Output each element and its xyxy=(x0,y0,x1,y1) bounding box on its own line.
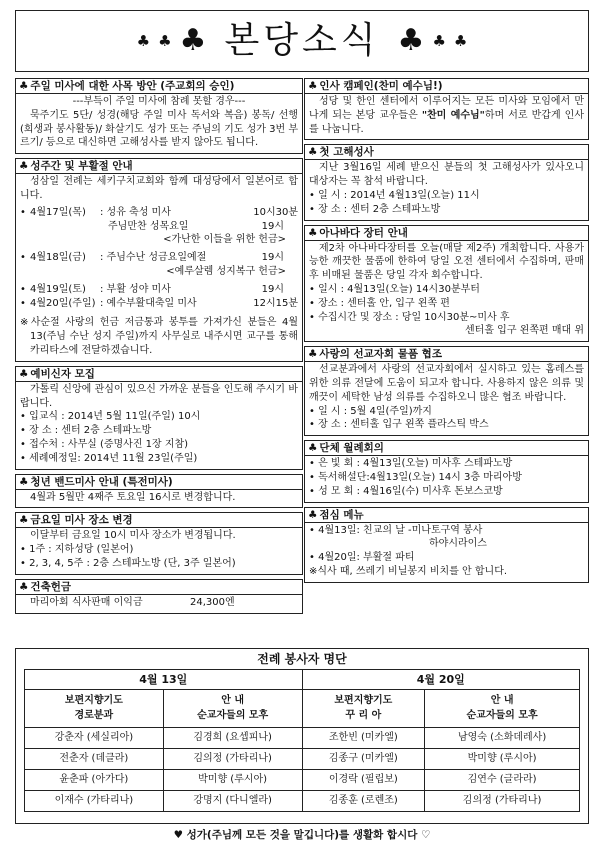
club-icon: ♣ xyxy=(432,31,446,50)
list-item: • 성 모 회 : 4월16일(수) 미사후 돈보스코방 xyxy=(309,485,503,497)
section-title: 금요일 미사 장소 변경 xyxy=(30,514,133,527)
table-cell: 강춘자 (세실리아) xyxy=(25,728,164,749)
club-icon: ♣ xyxy=(19,160,29,173)
section-title: 인사 캠페인(찬미 예수님!) xyxy=(319,80,443,92)
list-item: • 세례예정일: 2014년 11월 23일(주일) xyxy=(20,452,198,464)
offering-note: <예루살렘 성지복구 헌금> xyxy=(166,265,286,277)
building-fund-section xyxy=(15,579,303,614)
section-text: ---부득이 주일 미사에 참례 못할 경우--- xyxy=(72,96,246,107)
club-icon: ♣ xyxy=(158,31,172,50)
first-confession-section xyxy=(304,144,589,220)
club-icon: ♣ xyxy=(19,80,29,92)
section-text: 4월과 5월만 4째주 토요일 16시로 변경합니다. xyxy=(30,491,236,503)
table-cell: 이경락 (필립보) xyxy=(302,770,425,791)
fund-label: 마리아회 식사판매 이익금 xyxy=(30,596,143,608)
club-icon: ♣ xyxy=(453,31,468,50)
table-row xyxy=(25,770,580,791)
list-item: • 장 소 : 센터홀 입구 왼쪽 플라스틱 박스 xyxy=(309,419,489,431)
section-title: 성주간 및 부활절 안내 xyxy=(30,160,133,173)
table-cell: 윤춘파 (아가다) xyxy=(25,770,164,791)
club-icon: ♣ xyxy=(136,31,151,50)
section-text: 지난 3월16일 세례 받으신 분들의 첫 고해성사가 있사오니 대상자는 꼭 참석 바랍니다. xyxy=(309,162,584,188)
table-cell: 강명지 (다니엘라) xyxy=(163,791,302,812)
schedule-row: • 4월20일(주일) : 예수부활대축일 미사 12시15분 xyxy=(20,297,298,309)
offering-note: <가난한 이들을 위한 헌금> xyxy=(163,234,286,246)
schedule-row: • 4월17일(목) : 성유 축성 미사 10시30분 xyxy=(20,206,298,218)
club-icon: ♣ xyxy=(308,442,318,455)
table-cell: 김연수 (글라라) xyxy=(425,770,580,791)
table-cell: 남영숙 (소화데레사) xyxy=(425,728,580,749)
list-item: • 입교식 : 2014년 5월 11일(주일) 10시 xyxy=(20,411,201,423)
list-item: • 일시 : 4월13일(오늘) 14시30분부터 xyxy=(309,283,480,295)
section-text: 가톨릭 신앙에 관심이 있으신 가까운 분들을 인도해 주시기 바랍니다. xyxy=(20,383,298,409)
section-text: 선교분과에서 사랑의 선교자회에서 실시하고 있는 홈레스를 위한 의류 전달에 도움이 되고자 합니다. 사용하지 않은 의류 및 깨끗이 세탁한 남성 의류를 수집하오니 많은 협조 바랍니다. xyxy=(309,364,584,403)
list-item-continued: 센터홀 입구 왼쪽편 매대 위 xyxy=(465,325,584,337)
section-text: 제2차 아나바다장터를 오늘(매달 제2주) 개최합니다. 사용가능한 깨끗한 물품에 한하여 당일 오전 센터에서 수집하며, 판매 후 비매된 물품은 당일 각자 회수합니다. xyxy=(309,242,584,282)
youth-band-section xyxy=(15,474,303,509)
page-title: 본당소식 xyxy=(224,20,380,62)
section-title: 건축헌금 xyxy=(30,580,71,593)
roster-table xyxy=(24,669,580,812)
list-item-continued: 하야시라이스 xyxy=(429,538,487,550)
footer-motto: ♥ 성가(주님께 모든 것을 말깁니다)를 생활화 합시다 ♡ xyxy=(173,829,431,841)
table-cell: 조한빈 (미카엘) xyxy=(302,728,425,749)
section-title: 사랑의 선교자회 물품 협조 xyxy=(319,348,442,361)
section-title: 예비신자 모집 xyxy=(30,367,95,380)
list-item: • 일 시 : 5월 4일(주일)까지 xyxy=(309,405,432,417)
section-title: 청년 밴드미사 안내 (특전미사) xyxy=(30,475,173,488)
club-icon: ♣ xyxy=(308,508,318,521)
holy-week-section xyxy=(15,158,303,362)
club-icon: ♣ xyxy=(308,80,318,92)
list-item: • 1주 : 지하성당 (일본어) xyxy=(20,544,134,556)
market-section xyxy=(304,225,589,343)
table-row xyxy=(25,791,580,812)
schedule-row: 주님만찬 성목요일 19시 xyxy=(108,220,284,232)
schedule-row: • 4월19일(토) : 부활 성야 미사 19시 xyxy=(20,283,284,295)
table-cell: 김경희 (요셉피나) xyxy=(163,728,302,749)
section-text: 성당 및 한인 센터에서 이루어지는 모든 미사와 모임에서 만나게 되는 본당 교우들은 "찬미 예수님"하며 서로 반갑게 인사를 나눕니다. xyxy=(309,96,584,135)
list-item: • 2, 3, 4, 5주 : 2층 스테파노방 (단, 3주 일본어) xyxy=(20,557,236,569)
friday-mass-section xyxy=(15,512,303,574)
section-note: ※사순절 사랑의 헌금 저금통과 봉투를 가져가신 분들은 4월13(주님 수난 성지 주일)까지 사무실로 내주시면 교구를 통해 카리타스에 전달하겠습니다. xyxy=(20,317,298,356)
club-icon: ♣ xyxy=(19,475,29,488)
club-icon: ♣ xyxy=(397,23,425,59)
list-item: • 은 빛 회 : 4월13일(오늘) 미사후 스테파노방 xyxy=(309,458,513,470)
section-text: 묵주기도 5단/ 성경(해당 주일 미사 독서와 복음) 봉독/ 선행(희생과 봉사활동)/ 화살기도 성가 또는 주님의 기도 성가 3번 부르기/ 등으로 대신하면 고해성사를 받지 않아도 됩니다. xyxy=(20,109,298,149)
roster-date: 4월 13일 xyxy=(25,670,303,690)
catechumen-section xyxy=(15,366,303,470)
table-row xyxy=(25,728,580,749)
section-text: 이달부터 금요일 10시 미사 장소가 변경됩니다. xyxy=(30,530,236,542)
club-icon: ♣ xyxy=(19,514,29,527)
section-title: 아나바다 장터 안내 xyxy=(319,226,408,239)
table-row xyxy=(25,749,580,770)
greeting-phrase: "찬미 예수님" xyxy=(421,109,485,121)
list-item: • 일 시 : 2014년 4월13일(오늘) 11시 xyxy=(309,189,480,201)
section-title: 첫 고해성사 xyxy=(319,146,374,159)
mass-plan-section xyxy=(15,78,303,154)
list-item: • 장 소 : 센터 2층 스테파노방 xyxy=(20,425,152,437)
column-header: 안 내 순교자들의 모후 xyxy=(163,690,302,728)
left-column xyxy=(15,78,303,618)
table-cell: 김종훈 (로렌조) xyxy=(302,791,425,812)
section-title: 단체 월례회의 xyxy=(319,442,384,455)
right-column xyxy=(304,78,589,587)
club-icon: ♣ xyxy=(179,23,207,59)
list-item: • 장소 : 센터홀 안, 입구 왼쪽 편 xyxy=(309,297,450,309)
table-cell: 김의정 (가타리나) xyxy=(425,791,580,812)
club-icon: ♣ xyxy=(19,580,29,593)
list-item: • 수집시간 및 장소 : 당일 10시30분~미사 후 xyxy=(309,311,510,323)
list-item: • 4월20일: 부활절 파티 xyxy=(309,552,415,564)
list-item: • 4월13일: 친교의 날 -미나토구역 봉사 xyxy=(309,524,483,536)
club-icon: ♣ xyxy=(308,348,318,361)
date-header-row xyxy=(25,670,580,690)
list-item: • 독서해설단:4월13일(오늘) 14시 3층 마리아방 xyxy=(309,471,522,483)
section-title: 점심 메뉴 xyxy=(319,508,364,521)
column-header-row xyxy=(25,690,580,728)
mission-section xyxy=(304,346,589,436)
section-note: ※식사 때, 쓰레기 비닐봉지 비치를 안 합니다. xyxy=(309,565,508,577)
club-icon: ♣ xyxy=(19,367,29,380)
table-cell: 전춘자 (데클라) xyxy=(25,749,164,770)
groups-section xyxy=(304,440,589,502)
list-item: • 장 소 : 센터 2층 스테파노방 xyxy=(309,203,441,215)
liturgy-roster xyxy=(15,648,589,824)
section-title: 주일 미사에 대한 사목 방안 (주교회의 승인) xyxy=(30,80,235,92)
table-cell: 박미향 (루시아) xyxy=(425,749,580,770)
list-item: • 접수처 : 사무실 (증명사진 1장 지참) xyxy=(20,438,189,450)
roster-title: 전례 봉사자 명단 xyxy=(257,652,347,666)
club-icon: ♣ xyxy=(308,146,318,159)
schedule-row: • 4월18일(금) : 주님수난 성금요일예절 19시 xyxy=(20,252,284,264)
table-cell: 이재수 (가타리나) xyxy=(25,791,164,812)
column-header: 안 내 순교자들의 모후 xyxy=(425,690,580,728)
masthead xyxy=(15,10,589,72)
greeting-section xyxy=(304,78,589,140)
column-header: 보편지향기도 꾸 리 아 xyxy=(302,690,425,728)
section-text: 성삼일 전례는 세키구치교회와 함께 대성당에서 일본어로 합니다. xyxy=(20,176,298,201)
roster-date: 4월 20일 xyxy=(302,670,580,690)
table-cell: 김의정 (가타리나) xyxy=(163,749,302,770)
table-cell: 김종구 (미카엘) xyxy=(302,749,425,770)
lunch-section xyxy=(304,507,589,583)
table-cell: 박미향 (루시아) xyxy=(163,770,302,791)
club-icon: ♣ xyxy=(308,226,318,239)
fund-amount: 24,300엔 xyxy=(190,596,235,608)
column-header: 보편지향기도 경로분과 xyxy=(25,690,164,728)
